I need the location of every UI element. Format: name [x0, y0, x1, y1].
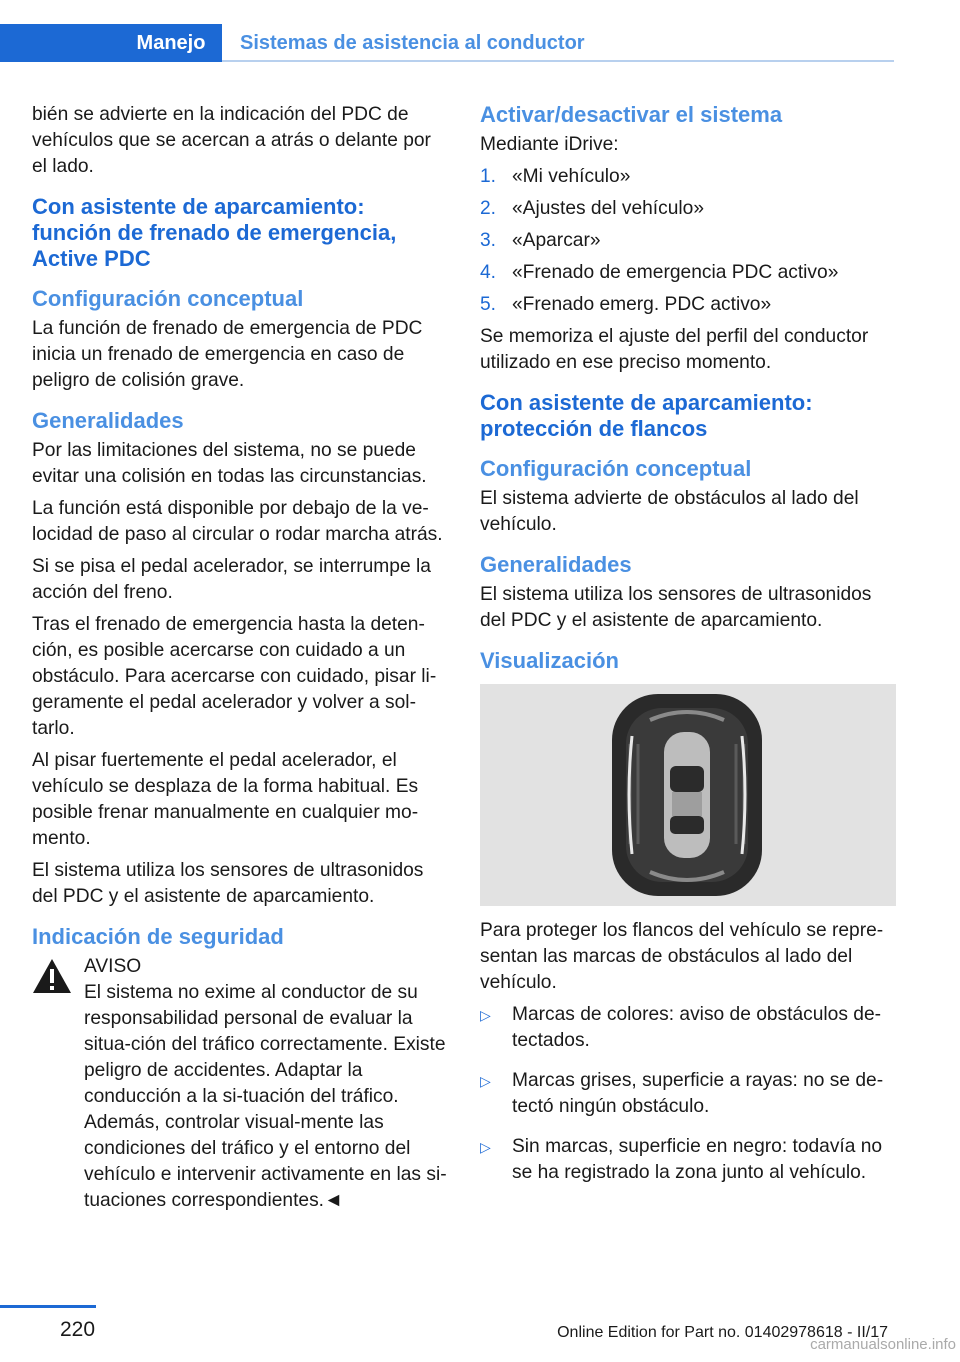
heading-flank-protection: Con asistente de aparcamiento: protección de flancos — [480, 390, 813, 441]
flank-protection-figure — [480, 684, 896, 906]
heading-emergency-braking: Con asistente de aparcamiento: función de frenado de emergencia, Active PDC — [32, 194, 397, 271]
list-item: ▷ Marcas de colores: aviso de obstáculos de‐tectados. — [480, 1004, 882, 1051]
list-item: ▷ Marcas grises, superficie a rayas: no se de‐tectó ningún obstáculo. — [480, 1070, 884, 1117]
list-item: 4. «Frenado de emergencia PDC activo» — [480, 262, 839, 283]
edition-text: Online Edition for Part no. 01402978618 - II/17 — [557, 1324, 888, 1341]
list-item: 3. «Aparcar» — [480, 230, 601, 251]
general-paragraph-1: Por las limitaciones del sistema, no se puede evitar una colisión en todas las circunstancias. — [32, 440, 427, 487]
concept-paragraph: La función de frenado de emergencia de PDC inicia un frenado de emergencia en caso de peligro de colisión grave. — [32, 318, 423, 391]
list-item: ▷ Sin marcas, superficie en negro: todavía no se ha registrado la zona junto al vehículo. — [480, 1136, 883, 1183]
page-number: 220 — [60, 1318, 96, 1341]
general-paragraph-4: Tras el frenado de emergencia hasta la deten‐ción, es posible acercarse con cuidado a un obstáculo. Para acercarse con cuidado, pisar li‐geramente el pedal acelerador y volver a sol‐tarlo. — [32, 614, 437, 739]
heading-concept: Configuración conceptual — [32, 286, 304, 311]
general-paragraph-2: La función está disponible por debajo de la ve‐locidad de paso al circular o rodar marcha atrás. — [32, 498, 443, 545]
heading-safety: Indicación de seguridad — [32, 924, 284, 949]
header-rule — [222, 60, 894, 62]
list-item: 1. «Mi vehículo» — [480, 166, 631, 187]
display-paragraph: Para proteger los flancos del vehículo se repre‐sentan las marcas de obstáculos al lado del vehículo. — [480, 920, 884, 993]
intro-paragraph: bién se advierte en la indicación del PDC de vehículos que se acercan a atrás o delante por el lado. — [32, 104, 431, 177]
warning-triangle-icon — [32, 958, 72, 994]
list-item: 5. «Frenado emerg. PDC activo» — [480, 294, 772, 315]
warning-text-content: El sistema no exime al conductor de su responsabilidad personal de evaluar la situa‐ción del tráfico correctamente. Existe peligro de accidentes. Adaptar la conducción a la si‐tuación del tráfico. Además, controlar visual‐mente las condiciones del tráfico y el entorno del vehículo e intervenir activamente en las si‐tuaciones correspondientes.◄ — [84, 982, 447, 1211]
triangle-bullet-icon: ▷ — [480, 1007, 491, 1023]
header-chapter: Sistemas de asistencia al conductor — [240, 32, 585, 54]
concept-paragraph-2: El sistema advierte de obstáculos al lado del vehículo. — [480, 488, 859, 535]
heading-general: Generalidades — [32, 408, 184, 433]
idrive-paragraph: Mediante iDrive: — [480, 134, 619, 155]
general-paragraph-right: El sistema utiliza los sensores de ultrasonidos del PDC y el asistente de aparcamiento. — [480, 584, 872, 631]
heading-general-2: Generalidades — [480, 552, 632, 577]
memo-paragraph: Se memoriza el ajuste del perfil del conductor utilizado en ese preciso momento. — [480, 326, 869, 373]
watermark: carmanualsonline.info — [810, 1336, 956, 1353]
heading-activate: Activar/desactivar el sistema — [480, 102, 783, 127]
warning-title: AVISO — [84, 956, 142, 977]
general-paragraph-5: Al pisar fuertemente el pedal acelerador, el vehículo se desplaza de la forma habitual. Es posible frenar manualmente en cualquier mo‐mento. — [32, 750, 419, 849]
triangle-bullet-icon: ▷ — [480, 1073, 491, 1089]
list-item: 2. «Ajustes del vehículo» — [480, 198, 704, 219]
left-column — [32, 102, 448, 1214]
header-section: Manejo — [120, 24, 222, 62]
steps-list — [480, 164, 896, 318]
footer-rule — [0, 1305, 96, 1308]
warning-text — [32, 980, 448, 1214]
heading-concept-2: Configuración conceptual — [480, 456, 752, 481]
car-top-view-icon — [480, 684, 896, 906]
right-column — [480, 102, 896, 1200]
general-paragraph-3: Si se pisa el pedal acelerador, se interrumpe la acción del freno. — [32, 556, 431, 603]
warning-block — [32, 954, 448, 980]
triangle-bullet-icon: ▷ — [480, 1139, 491, 1155]
general-paragraph-6: El sistema utiliza los sensores de ultrasonidos del PDC y el asistente de aparcamiento. — [32, 860, 424, 907]
display-bullets — [480, 1002, 896, 1186]
heading-display: Visualización — [480, 648, 619, 673]
